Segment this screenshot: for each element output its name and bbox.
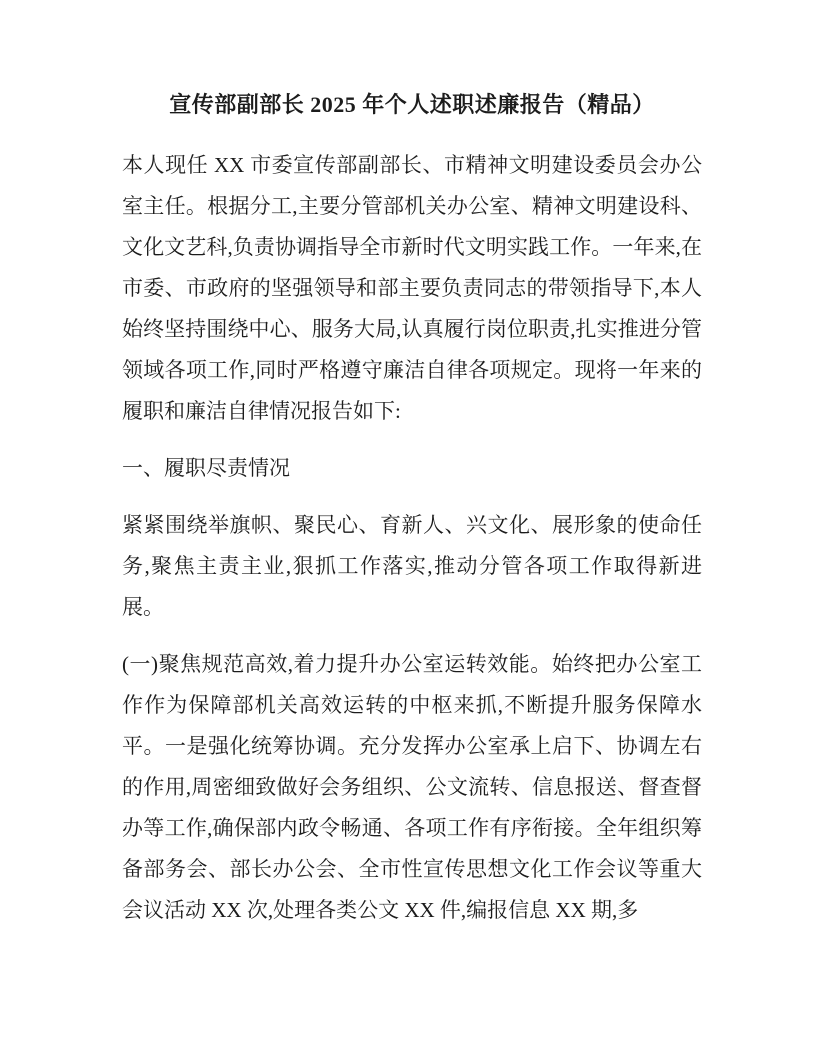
document-title: 宣传部副部长 2025 年个人述职述廉报告（精品） bbox=[169, 92, 655, 117]
paragraph-section-item-1: (一)聚焦规范高效,着力提升办公室运转效能。始终把办公室工作作为保障部机关高效运转的中枢来抓,不断提升服务保障水平。一是强化统筹协调。充分发挥办公室承上启下、协调左右的作用,周密细致做好会务组织、公文流转、信息报送、督查督办等工作,确保部内政令畅通、各项工作有序衔接。全年组织筹备部务会、部长办公会、全市性宣传思想文化工作会议等重大会议活动 XX 次,处理各类公文 XX 件,编报信息 XX 期,多 bbox=[122, 652, 702, 922]
section-heading: 一、履职尽责情况 bbox=[122, 456, 290, 480]
paragraph-section-summary: 紧紧围绕举旗帜、聚民心、育新人、兴文化、展形象的使命任务,聚焦主责主业,狠抓工作落实,推动分管各项工作取得新进展。 bbox=[122, 513, 702, 619]
paragraph-intro: 本人现任 XX 市委宣传部副部长、市精神文明建设委员会办公室主任。根据分工,主要分管部机关办公室、精神文明建设科、文化文艺科,负责协调指导全市新时代文明实践工作。一年来,在市委、市政府的坚强领导和部主要负责同志的带领指导下,本人始终坚持围绕中心、服务大局,认真履行岗位职责,扎实推进分管领域各项工作,同时严格遵守廉洁自律各项规定。现将一年来的履职和廉洁自律情况报告如下: bbox=[122, 153, 702, 423]
